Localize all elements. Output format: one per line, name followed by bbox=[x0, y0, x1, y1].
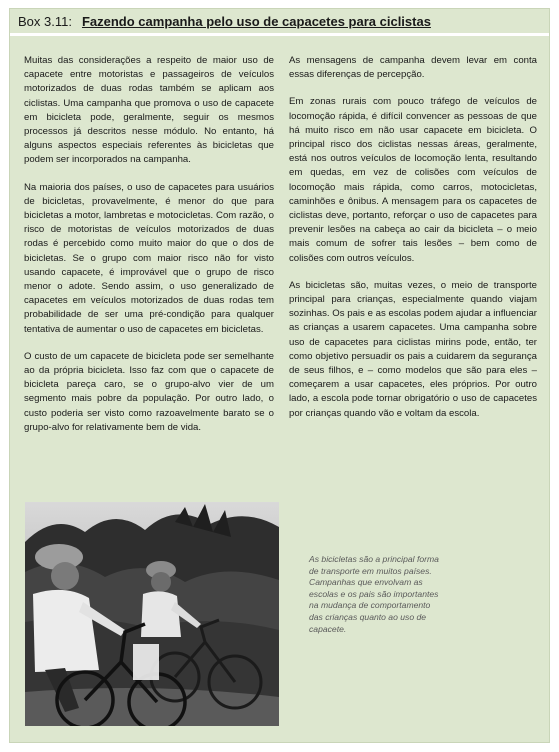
box-title-bar bbox=[10, 9, 549, 36]
paragraph: Em zonas rurais com pouco tráfego de veículos de locomoção rápida, é difícil convencer as pessoas de que há muito risco em não usar capacete em bicicleta. O principal risco dos ciclistas nessas áreas, geralmente, está nos outros veículos de locomoção lenta, resultando em quedas, em vez de colisões com veículos de locomoção mais rápida, como carros, motocicletas, caminhões e ônibus. A mensagem para os capacetes de ciclistas deve, portanto, reforçar o uso de capacetes para prevenir lesões na cabeça ao cair da bicicleta – o meio mais comum de sofrer tais lesões – bem como de colisões com outros veículos. bbox=[289, 96, 537, 264]
info-box bbox=[9, 8, 550, 743]
paragraph: As mensagens de campanha devem levar em conta essas diferenças de percepção. bbox=[289, 55, 537, 81]
left-column bbox=[24, 54, 274, 448]
box-title: Fazendo campanha pelo uso de capacetes para ciclistas bbox=[81, 13, 431, 29]
paragraph: Na maioria dos países, o uso de capacetes para usuários de bicicletas, provavelmente, é menor do que para bicicletas a motor, lambretas e motocicletas. Com razão, o risco de motoristas de veículos motorizados de duas rodas é percebido como muito maior do que o dos de bicicletas. Se o grupo com maior risco não for visto usando capacete, é improvável que o grupo de risco menor o adote. Sendo assim, o uso generalizado de capacetes em veículos motorizados de duas rodas tem probabilidade de ser uma pré-condição para qualquer tentativa de aumentar o uso de capacetes em bicicletas. bbox=[24, 181, 274, 335]
box-label: Box 3.11: bbox=[18, 13, 72, 29]
photo-caption: As bicicletas são a principal forma de transporte em muitos países. Campanhas que envolvam as escolas e os pais são importantes na mudança de comportamento das crianças quanto ao uso de capacete. bbox=[309, 554, 439, 634]
paragraph: As bicicletas são, muitas vezes, o meio de transporte principal para crianças, especialmente quando viajam sozinhas. Os pais e as escolas podem ajudar a influenciar as crianças a usarem capacetes. Uma campanha sobre uso de capacetes para ciclistas mirins pode, então, ter como objetivo persuadir os pais a cuidarem da segurança de seus filhos, e – como modelos que são para eles – começarem a usar capacetes, eles próprios. Por outro lado, a escola pode tornar obrigatório o uso de capacetes por crianças quando vão e voltam da escola. bbox=[289, 279, 537, 419]
right-column bbox=[289, 54, 537, 434]
children-cycling-image bbox=[25, 502, 279, 726]
cyclists-photo bbox=[25, 502, 279, 726]
paragraph: O custo de um capacete de bicicleta pode ser semelhante ao da própria bicicleta. Isso faz com que o capacete de bicicleta pareça caro, se o grupo-alvo vier de um segmento mais pobre da população. Por outro lado, o custo poderia ser visto como razoavelmente barato se o grupo-alvo for relativamente bem de vida. bbox=[24, 350, 274, 433]
paragraph: Muitas das considerações a respeito de maior uso de capacete entre motoristas e passageiros de veículos motorizados de duas rodas também se aplicam aos ciclistas. Uma campanha que promova o uso de capacete em bicicleta pode, geralmente, seguir os mesmos processos já descritos nesse módulo. No entanto, há alguns aspectos especiais referentes às bicicletas que podem ser incorporados na campanha. bbox=[24, 55, 274, 166]
